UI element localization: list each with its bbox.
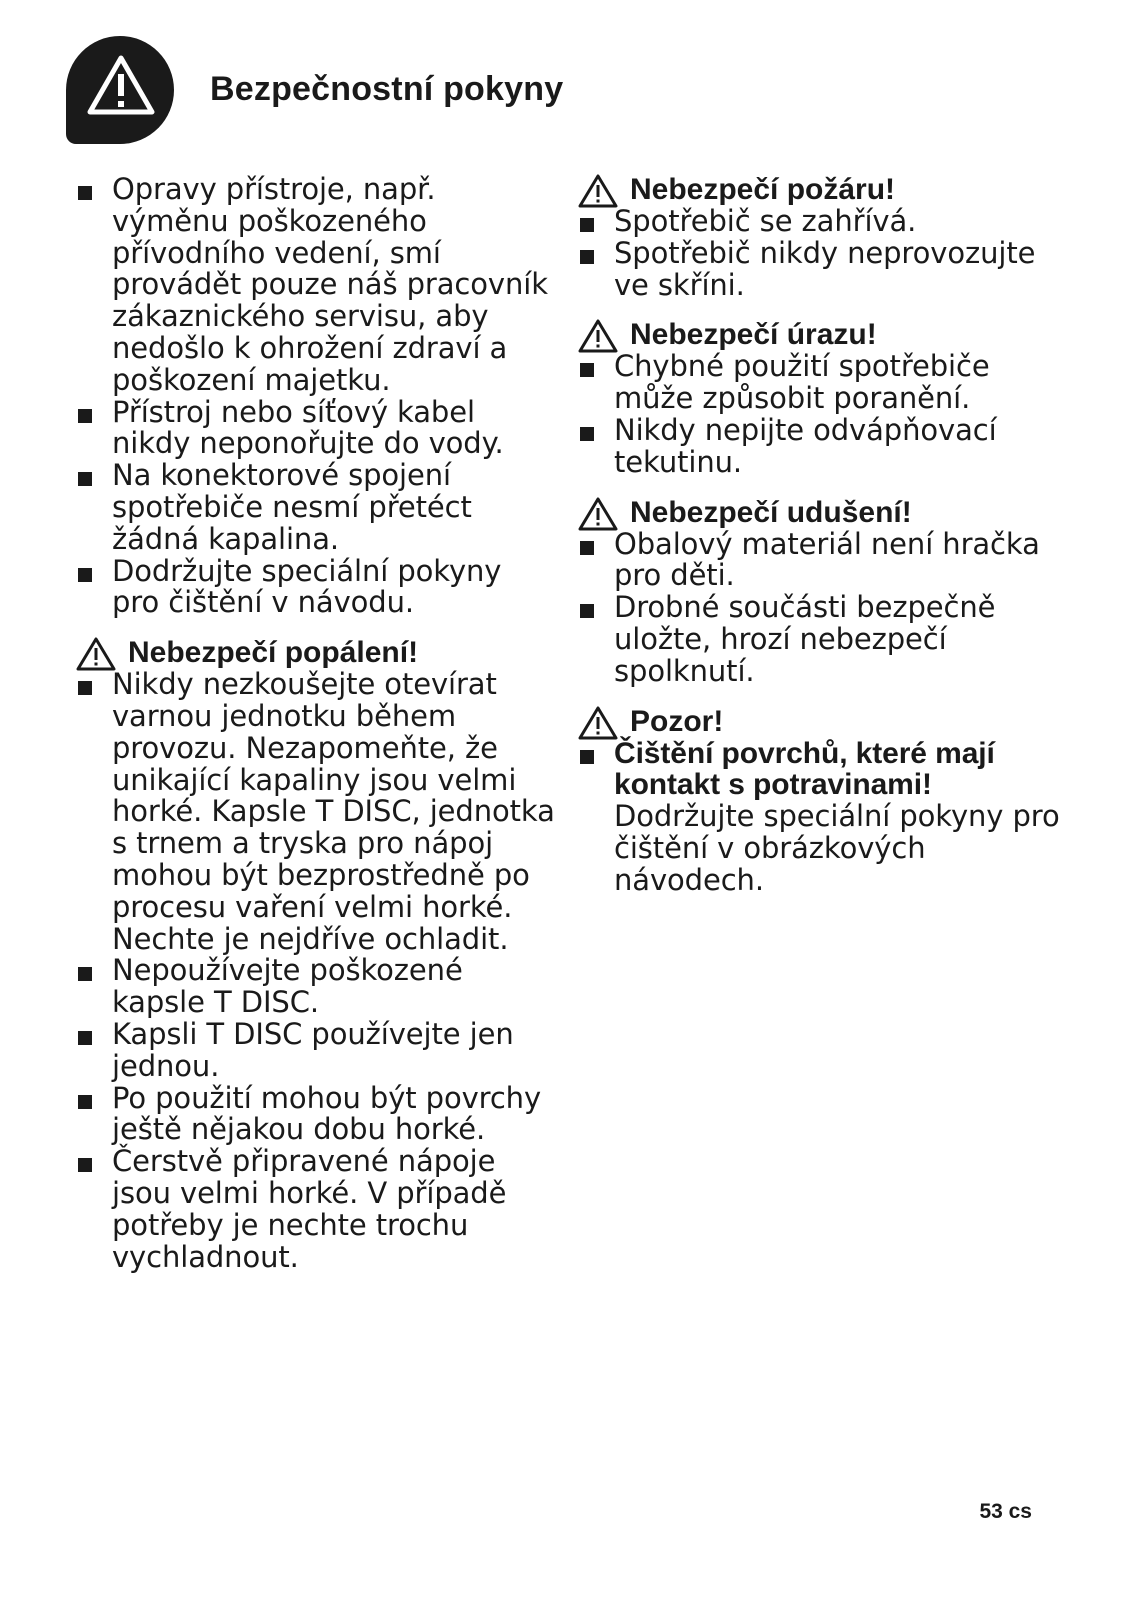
bullet-icon: [78, 472, 92, 486]
bullet-icon: [78, 1031, 92, 1045]
bullet-icon: [580, 427, 594, 441]
list-item: Čerstvě připravené nápoje jsou velmi horké. V případě potřeby je nechte trochu vychladnout.: [76, 1146, 556, 1273]
list-item: Po použití mohou být povrchy ještě nějakou dobu horké.: [76, 1083, 556, 1147]
warning-triangle-icon: [578, 706, 618, 740]
warning-triangle-icon: [578, 497, 618, 531]
page-title: Bezpečnostní pokyny: [210, 70, 564, 108]
list-item: Chybné použití spotřebiče může způsobit poranění.: [578, 351, 1078, 415]
page-number: 53 cs: [979, 1500, 1032, 1523]
list-item: Nikdy nepijte odvápňovací tekutinu.: [578, 415, 1078, 479]
list-item: Přístroj nebo síťový kabel nikdy neponořujte do vody.: [76, 397, 556, 461]
bullet-icon: [78, 681, 92, 695]
bullet-icon: [580, 363, 594, 377]
bullet-icon: [78, 568, 92, 582]
list-item: Nikdy nezkoušejte otevírat varnou jednotku během provozu. Nezapomeňte, že unikající kapaliny jsou velmi horké. Kapsle T DISC, jednotka s trnem a tryska pro nápoj mohou být bezprostředně po procesu vaření velmi horké. Nechte je nejdříve ochladit.: [76, 669, 556, 955]
warning-triangle-icon: [578, 174, 618, 208]
list-item: Opravy přístroje, např. výměnu poškozeného přívodního vedení, smí provádět pouze náš pracovník zákaznického servisu, aby nedošlo k ohrožení zdraví a poškození majetku.: [76, 174, 556, 397]
list-item: [578, 738, 1078, 897]
list-item: Na konektorové spojení spotřebiče nesmí přetéct žádná kapalina.: [76, 460, 556, 555]
list-item: Nepoužívejte poškozené kapsle T DISC.: [76, 955, 556, 1019]
bullet-icon: [78, 186, 92, 200]
bullet-icon: [580, 250, 594, 264]
section-heading-burn: Nebezpečí popálení!: [76, 637, 556, 669]
list-item: Spotřebič nikdy neprovozujte ve skříni.: [578, 238, 1078, 302]
section-heading-injury: Nebezpečí úrazu!: [578, 319, 1078, 351]
bullet-icon: [580, 541, 594, 555]
warning-triangle-icon: [76, 637, 116, 671]
list-item: Dodržujte speciální pokyny pro čištění v návodu.: [76, 556, 556, 620]
caution-item-title: Čištění povrchů, které mají kontakt s potravinami!: [614, 736, 995, 802]
bullet-icon: [580, 750, 594, 764]
bullet-icon: [78, 1095, 92, 1109]
bullet-icon: [580, 218, 594, 232]
left-column: [76, 174, 556, 1273]
bullet-icon: [580, 604, 594, 618]
section-heading-suffocation: Nebezpečí udušení!: [578, 497, 1078, 529]
bullet-icon: [78, 409, 92, 423]
list-item: Obalový materiál není hračka pro děti.: [578, 529, 1078, 593]
warning-triangle-icon: [86, 54, 156, 118]
bullet-icon: [78, 967, 92, 981]
section-heading-fire: Nebezpečí požáru!: [578, 174, 1078, 206]
right-column: [578, 174, 1078, 897]
list-item: Spotřebič se zahřívá.: [578, 206, 1078, 238]
header-warning-badge: [66, 36, 174, 144]
list-item: Kapsli T DISC používejte jen jednou.: [76, 1019, 556, 1083]
list-item: Drobné součásti bezpečně uložte, hrozí nebezpečí spolknutí.: [578, 592, 1078, 687]
caution-item-text: Dodržujte speciální pokyny pro čištění v obrázkových návodech.: [614, 799, 1060, 897]
warning-triangle-icon: [578, 319, 618, 353]
section-heading-caution: Pozor!: [578, 706, 1078, 738]
bullet-icon: [78, 1158, 92, 1172]
